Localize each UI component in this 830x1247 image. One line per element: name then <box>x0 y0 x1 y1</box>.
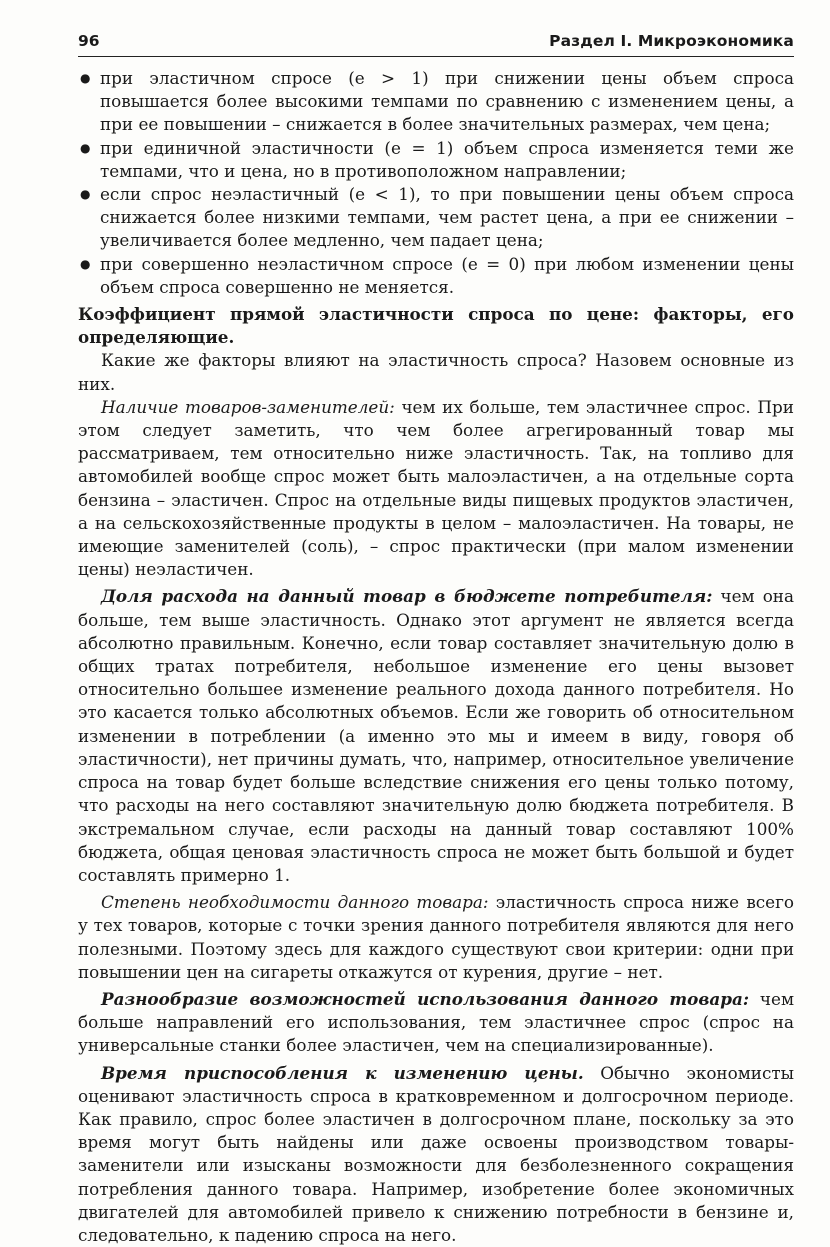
paragraph-uses <box>78 988 794 1058</box>
paragraph-budget-share <box>78 585 794 887</box>
intro-paragraph: Какие же факторы влияют на эластичность спроса? Назовем основные из них. <box>78 350 794 394</box>
bullet-item: ● при совершенно неэластичном спросе (e = 0) при любом изменении цены объем спроса совершенно не меняется. <box>78 253 794 299</box>
paragraph-text: чем их больше, тем эластичнее спрос. При этом следует заметить, что чем более агрегированный товар мы рассматриваем, тем относительно ниже эластичность. Так, на топливо для автомобилей вообще спрос может быть малоэластичен, а на отдельные сорта бензина – эластичен. Спрос на отдельные виды пищевых продуктов эластичен, а на сельскохозяйственные продукты в целом – малоэластичен. На товары, не имеющие заменителей (соль), – спрос практически (при малом изменении цены) неэластичен. <box>78 396 794 580</box>
paragraph-lead: Доля расхода на данный товар в бюджете потребителя: <box>101 586 713 607</box>
paragraph-time <box>78 1062 794 1247</box>
page-body <box>78 67 794 1247</box>
paragraph-lead: Время приспособления к изменению цены. <box>101 1062 584 1083</box>
paragraph-lead: Степень необходимости данного товара: <box>101 892 489 913</box>
paragraph-lead: Наличие товаров-заменителей: <box>101 396 395 417</box>
paragraph-substitutes <box>78 396 794 582</box>
paragraph-text: Обычно экономисты оценивают эластичность спроса в кратковременном и долгосрочном периоде. Как правило, спрос более эластичен в долгосрочном плане, поскольку за это время могут быть найдены или даже освоены производством товары-заменители или изысканы возможности для безболезненного сокращения потребления данного товара. Например, изобретение более экономичных двигателей для автомобилей привело к снижению потребности в бензине и, следовательно, к падению спроса на него. <box>78 1062 794 1245</box>
subheading: Коэффициент прямой эластичности спроса по цене: факторы, его определяющие. <box>78 304 794 348</box>
paragraph-text: эластичность спроса ниже всего у тех товаров, которые с точки зрения данного потребителя являются для него полезными. Поэтому здесь для каждого существуют свои критерии: одни при повышении цен на сигареты откажутся от курения, другие – нет. <box>78 892 794 982</box>
page-number: 96 <box>78 32 100 50</box>
bullet-list <box>78 67 794 299</box>
section-title: Раздел I. Микроэкономика <box>549 32 794 50</box>
bullet-item: ● при эластичном спросе (e > 1) при снижении цены объем спроса повышается более высокими темпами по сравнению с изменением цены, а при ее повышении – снижается в более значительных размерах, чем цена; <box>78 67 794 137</box>
paragraph-lead: Разнообразие возможностей использования данного товара: <box>101 988 750 1009</box>
paragraph-text: чем больше направлений его использования, тем эластичнее спрос (спрос на универсальные станки более эластичен, чем на специализированные). <box>78 988 794 1056</box>
bullet-item: ● при единичной эластичности (e = 1) объем спроса изменяется теми же темпами, что и цена, но в противоположном направлении; <box>78 137 794 183</box>
paragraph-necessity <box>78 891 794 984</box>
paragraph-text: чем она больше, тем выше эластичность. Однако этот аргумент не является всегда абсолютно правильным. Конечно, если товар составляет значительную долю в общих тратах потребителя, небольшое изменение его цены вызовет относительно большее изменение реального дохода данного потребителя. Но это касается только абсолютных объемов. Если же говорить об относительном изменении в потреблении (а именно это мы и имеем в виду, говоря об эластичности), нет причины думать, что, например, относительное увеличение спроса на товар будет больше вследствие снижения его цены только потому, что расходы на него составляют значительную долю бюджета потребителя. В экстремальном случае, если расходы на данный товар составляют 100% бюджета, общая ценовая эластичность спроса не может быть большой и будет составлять примерно 1. <box>78 586 794 885</box>
bullet-item: ● если спрос неэластичный (e < 1), то при повышении цены объем спроса снижается более низкими темпами, чем растет цена, а при ее снижении – увеличивается более медленно, чем падает цена; <box>78 183 794 253</box>
running-header <box>78 32 794 57</box>
